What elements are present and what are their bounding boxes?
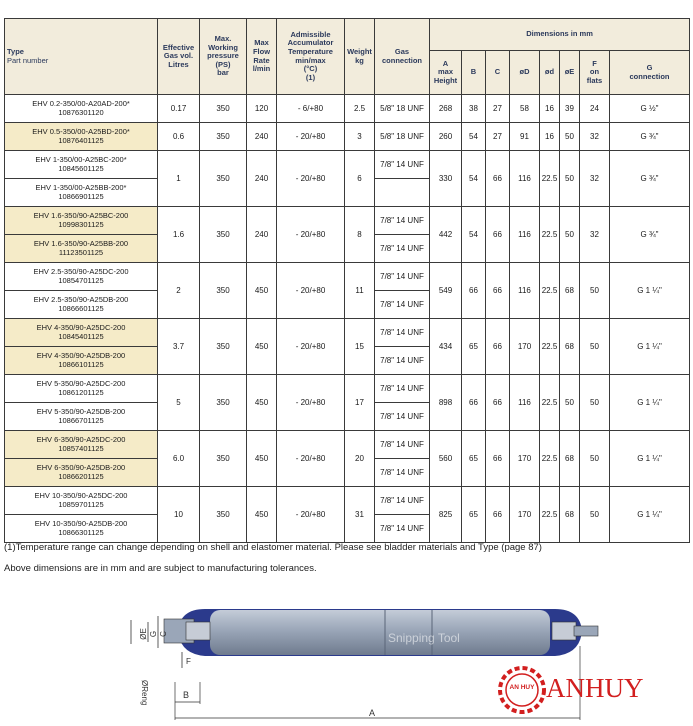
cell-dim-od-small: 22.5 <box>540 375 560 431</box>
type-cell <box>5 515 158 543</box>
shell-body <box>210 610 550 655</box>
table-row <box>5 95 690 123</box>
cell-dim-od-small: 22.5 <box>540 319 560 375</box>
cell-dim-od: 116 <box>510 375 540 431</box>
cell-flow: 450 <box>247 487 277 543</box>
cell-dim-a: 549 <box>430 263 462 319</box>
cell-flow: 450 <box>247 431 277 487</box>
type-cell <box>5 291 158 319</box>
cell-weight: 2.5 <box>345 95 375 123</box>
cell-gas-connection: 7/8" 14 UNF <box>375 291 430 319</box>
type-cell <box>5 347 158 375</box>
cell-dim-f: 50 <box>580 487 610 543</box>
cell-vol: 6.0 <box>158 431 200 487</box>
gas-valve-stem <box>574 626 598 636</box>
type-cell <box>5 487 158 515</box>
type-name: EHV 4-350/90-A25DC-200 <box>36 322 126 332</box>
cell-pressure: 350 <box>200 487 247 543</box>
cell-gas-connection: 7/8" 14 UNF <box>375 403 430 431</box>
label-c: C <box>159 631 168 637</box>
cell-gas-connection: 7/8" 14 UNF <box>375 319 430 347</box>
cell-pressure: 350 <box>200 431 247 487</box>
cell-dim-a: 898 <box>430 375 462 431</box>
cell-vol: 1 <box>158 151 200 207</box>
cell-dim-b: 66 <box>462 375 486 431</box>
cell-dim-od: 116 <box>510 207 540 263</box>
cell-vol: 0.17 <box>158 95 200 123</box>
cell-temp: - 20/+80 <box>277 431 345 487</box>
header-gas-volume: Effective Gas vol. Litres <box>158 19 200 95</box>
cell-gas-connection: 7/8" 14 UNF <box>375 151 430 179</box>
table-row <box>5 151 690 179</box>
cell-gas-connection: 7/8" 14 UNF <box>375 515 430 543</box>
label-f: F <box>186 657 191 666</box>
header-od: øD <box>510 51 540 95</box>
cell-pressure: 350 <box>200 263 247 319</box>
type-name: EHV 1-350/00-A25BB-200* <box>35 182 127 192</box>
logo <box>500 668 644 712</box>
header-dimensions: Dimensions in mm <box>430 19 690 51</box>
header-type-label: Type <box>7 46 24 56</box>
header-g: G connection <box>610 51 690 95</box>
cell-dim-oe: 50 <box>560 151 580 207</box>
table-row <box>5 123 690 151</box>
cell-dim-b: 65 <box>462 431 486 487</box>
cell-dim-od: 116 <box>510 151 540 207</box>
cell-dim-a: 260 <box>430 123 462 151</box>
temperature-note: (1)Temperature range can change depending on shell and elastomer material. Please see bladder materials and Type (page 87) <box>4 542 542 553</box>
cell-dim-f: 32 <box>580 151 610 207</box>
cell-flow: 240 <box>247 207 277 263</box>
cell-weight: 20 <box>345 431 375 487</box>
part-number: 10866901125 <box>58 191 104 201</box>
cell-temp: - 20/+80 <box>277 487 345 543</box>
cell-pressure: 350 <box>200 319 247 375</box>
type-cell <box>5 431 158 459</box>
cell-gas-connection: 7/8" 14 UNF <box>375 347 430 375</box>
cell-dim-b: 65 <box>462 487 486 543</box>
cell-flow: 450 <box>247 319 277 375</box>
table-row <box>5 431 690 459</box>
type-name: EHV 5-350/90-A25DB-200 <box>36 406 126 416</box>
cell-flow: 450 <box>247 375 277 431</box>
header-oe: øE <box>560 51 580 95</box>
type-name: EHV 0.5-350/00-A25BD-200* <box>32 126 130 136</box>
cell-weight: 6 <box>345 151 375 207</box>
cell-dim-oe: 50 <box>560 207 580 263</box>
header-a: A max Height <box>430 51 462 95</box>
cell-dim-od: 170 <box>510 431 540 487</box>
cell-dim-f: 50 <box>580 263 610 319</box>
header-weight: Weight kg <box>345 19 375 95</box>
table-row <box>5 207 690 235</box>
part-number: 10866201125 <box>58 471 104 481</box>
cell-temp: - 20/+80 <box>277 375 345 431</box>
label-e: ØE <box>139 628 148 640</box>
header-b: B <box>462 51 486 95</box>
cell-flow: 450 <box>247 263 277 319</box>
cell-dim-oe: 50 <box>560 375 580 431</box>
cell-flow: 120 <box>247 95 277 123</box>
cell-temp: - 20/+80 <box>277 263 345 319</box>
cell-flow: 240 <box>247 123 277 151</box>
label-b: B <box>182 690 190 700</box>
part-number: 10857401125 <box>58 443 104 453</box>
cell-dim-od: 170 <box>510 487 540 543</box>
cell-dim-c: 66 <box>486 375 510 431</box>
part-number: 10861201125 <box>58 387 104 397</box>
cell-dim-a: 330 <box>430 151 462 207</box>
type-cell <box>5 95 158 123</box>
cell-gas-connection: 5/8" 18 UNF <box>375 95 430 123</box>
type-cell <box>5 235 158 263</box>
cell-dim-oe: 50 <box>560 123 580 151</box>
cell-temp: - 20/+80 <box>277 151 345 207</box>
type-cell <box>5 319 158 347</box>
cell-vol: 0.6 <box>158 123 200 151</box>
cell-dim-od-small: 16 <box>540 123 560 151</box>
cell-dim-f: 50 <box>580 319 610 375</box>
cell-dim-f: 24 <box>580 95 610 123</box>
part-number: 10859701125 <box>58 499 104 509</box>
type-name: EHV 2.5-350/90-A25DB-200 <box>33 294 129 304</box>
cell-gas-connection: 7/8" 14 UNF <box>375 431 430 459</box>
cell-dim-b: 65 <box>462 319 486 375</box>
specs-table <box>4 18 690 543</box>
table-row <box>5 375 690 403</box>
type-cell <box>5 263 158 291</box>
cell-dim-od-small: 22.5 <box>540 487 560 543</box>
cell-dim-od: 170 <box>510 319 540 375</box>
cell-dim-od-small: 22.5 <box>540 151 560 207</box>
watermark-text: Snipping Tool <box>388 631 460 645</box>
cell-dim-g: G 1 ¼" <box>610 431 690 487</box>
type-name: EHV 10-350/90-A25DC-200 <box>34 490 128 500</box>
cell-temp: - 20/+80 <box>277 123 345 151</box>
gas-valve-body <box>552 622 576 640</box>
cell-pressure: 350 <box>200 207 247 263</box>
cell-dim-a: 268 <box>430 95 462 123</box>
cell-gas-connection: 7/8" 14 UNF <box>375 263 430 291</box>
part-number: 10866601125 <box>58 303 104 313</box>
cell-dim-b: 38 <box>462 95 486 123</box>
part-number: 10866101125 <box>58 359 104 369</box>
cell-dim-b: 66 <box>462 263 486 319</box>
cell-dim-g: G ¾" <box>610 123 690 151</box>
cell-vol: 3.7 <box>158 319 200 375</box>
part-number: 10876401125 <box>58 135 104 145</box>
header-part-number: Part number <box>7 55 49 65</box>
cell-dim-od: 58 <box>510 95 540 123</box>
cell-pressure: 350 <box>200 151 247 207</box>
type-cell <box>5 459 158 487</box>
cell-dim-g: G ¾" <box>610 151 690 207</box>
header-c: C <box>486 51 510 95</box>
cell-dim-c: 66 <box>486 431 510 487</box>
header-type <box>5 19 158 95</box>
cell-dim-od-small: 22.5 <box>540 431 560 487</box>
cell-gas-connection <box>375 179 430 207</box>
cell-dim-c: 66 <box>486 487 510 543</box>
oil-valve <box>186 622 210 640</box>
part-number: 10866701125 <box>58 415 104 425</box>
cell-dim-od-small: 22.5 <box>540 207 560 263</box>
label-d-ring: ØReng <box>140 680 149 706</box>
type-name: EHV 1.6-350/90-A25BC-200 <box>33 210 129 220</box>
cell-gas-connection: 7/8" 14 UNF <box>375 207 430 235</box>
cell-pressure: 350 <box>200 123 247 151</box>
label-a: A <box>368 708 376 718</box>
cell-weight: 11 <box>345 263 375 319</box>
header-f: F on flats <box>580 51 610 95</box>
cell-dim-g: G 1 ¼" <box>610 263 690 319</box>
cell-dim-oe: 68 <box>560 319 580 375</box>
cell-dim-oe: 68 <box>560 431 580 487</box>
cell-dim-g: G ¾" <box>610 207 690 263</box>
logo-text: ANHUY <box>546 673 644 703</box>
type-name: EHV 6-350/90-A25DC-200 <box>36 434 126 444</box>
cell-gas-connection: 7/8" 14 UNF <box>375 235 430 263</box>
cell-dim-a: 560 <box>430 431 462 487</box>
cell-dim-f: 32 <box>580 123 610 151</box>
type-name: EHV 1.6-350/90-A25BB-200 <box>33 238 129 248</box>
cell-dim-c: 66 <box>486 319 510 375</box>
header-gas-connection: Gas connection <box>375 19 430 95</box>
cell-weight: 15 <box>345 319 375 375</box>
cell-dim-b: 54 <box>462 151 486 207</box>
cell-dim-od-small: 22.5 <box>540 263 560 319</box>
type-name: EHV 4-350/90-A25DB-200 <box>36 350 126 360</box>
cell-gas-connection: 5/8" 18 UNF <box>375 123 430 151</box>
type-name: EHV 1-350/00-A25BC-200* <box>35 154 127 164</box>
label-g: G <box>149 630 158 638</box>
cell-dim-oe: 68 <box>560 263 580 319</box>
cell-vol: 2 <box>158 263 200 319</box>
cell-pressure: 350 <box>200 375 247 431</box>
cell-dim-c: 27 <box>486 123 510 151</box>
header-flow-rate: Max Flow Rate l/min <box>247 19 277 95</box>
cell-dim-oe: 68 <box>560 487 580 543</box>
accumulator-drawing <box>0 586 693 726</box>
part-number: 10866301125 <box>58 527 104 537</box>
part-number: 10876301120 <box>58 107 104 117</box>
cell-dim-oe: 39 <box>560 95 580 123</box>
cell-dim-g: G 1 ¼" <box>610 319 690 375</box>
cell-dim-g: G 1 ¼" <box>610 487 690 543</box>
type-name: EHV 6-350/90-A25DB-200 <box>36 462 126 472</box>
cell-pressure: 350 <box>200 95 247 123</box>
part-number: 10998301125 <box>58 219 104 229</box>
part-number: 10845601125 <box>58 163 104 173</box>
type-cell <box>5 207 158 235</box>
cell-weight: 17 <box>345 375 375 431</box>
type-cell <box>5 375 158 403</box>
cell-dim-c: 66 <box>486 151 510 207</box>
type-name: EHV 0.2-350/00-A20AD-200* <box>32 98 130 108</box>
header-temperature: Admissible Accumulator Temperature min/max (°C) (1) <box>277 19 345 95</box>
type-cell <box>5 151 158 179</box>
cell-dim-g: G ½" <box>610 95 690 123</box>
cell-dim-od: 116 <box>510 263 540 319</box>
cell-temp: - 20/+80 <box>277 319 345 375</box>
cell-dim-f: 32 <box>580 207 610 263</box>
cell-dim-b: 54 <box>462 123 486 151</box>
cell-dim-a: 825 <box>430 487 462 543</box>
table-row <box>5 263 690 291</box>
cell-dim-g: G 1 ¼" <box>610 375 690 431</box>
cell-gas-connection: 7/8" 14 UNF <box>375 375 430 403</box>
cell-dim-b: 54 <box>462 207 486 263</box>
cell-dim-c: 66 <box>486 207 510 263</box>
cell-temp: - 20/+80 <box>277 207 345 263</box>
part-number: 11123501125 <box>58 247 104 257</box>
table-row <box>5 487 690 515</box>
header-od-small: ød <box>540 51 560 95</box>
type-name: EHV 5-350/90-A25DC-200 <box>36 378 126 388</box>
cell-flow: 240 <box>247 151 277 207</box>
dimensions-note: Above dimensions are in mm and are subject to manufacturing tolerances. <box>4 563 317 574</box>
header-working-pressure: Max. Working pressure (PS) bar <box>200 19 247 95</box>
cell-dim-a: 442 <box>430 207 462 263</box>
cell-weight: 8 <box>345 207 375 263</box>
cell-weight: 31 <box>345 487 375 543</box>
cell-dim-od: 91 <box>510 123 540 151</box>
cell-temp: - 6/+80 <box>277 95 345 123</box>
cell-dim-od-small: 16 <box>540 95 560 123</box>
type-cell <box>5 403 158 431</box>
logo-badge-text: AN HUY <box>509 684 535 691</box>
cell-weight: 3 <box>345 123 375 151</box>
cell-vol: 5 <box>158 375 200 431</box>
cell-dim-f: 50 <box>580 375 610 431</box>
type-cell <box>5 123 158 151</box>
cell-gas-connection: 7/8" 14 UNF <box>375 459 430 487</box>
type-name: EHV 10-350/90-A25DB-200 <box>34 518 128 528</box>
cell-dim-a: 434 <box>430 319 462 375</box>
type-name: EHV 2.5-350/90-A25DC-200 <box>33 266 129 276</box>
cell-vol: 1.6 <box>158 207 200 263</box>
cell-vol: 10 <box>158 487 200 543</box>
cell-dim-c: 66 <box>486 263 510 319</box>
table-row <box>5 319 690 347</box>
cell-gas-connection: 7/8" 14 UNF <box>375 487 430 515</box>
cell-dim-f: 50 <box>580 431 610 487</box>
type-cell <box>5 179 158 207</box>
part-number: 10845401125 <box>58 331 104 341</box>
cell-dim-c: 27 <box>486 95 510 123</box>
part-number: 10854701125 <box>58 275 104 285</box>
